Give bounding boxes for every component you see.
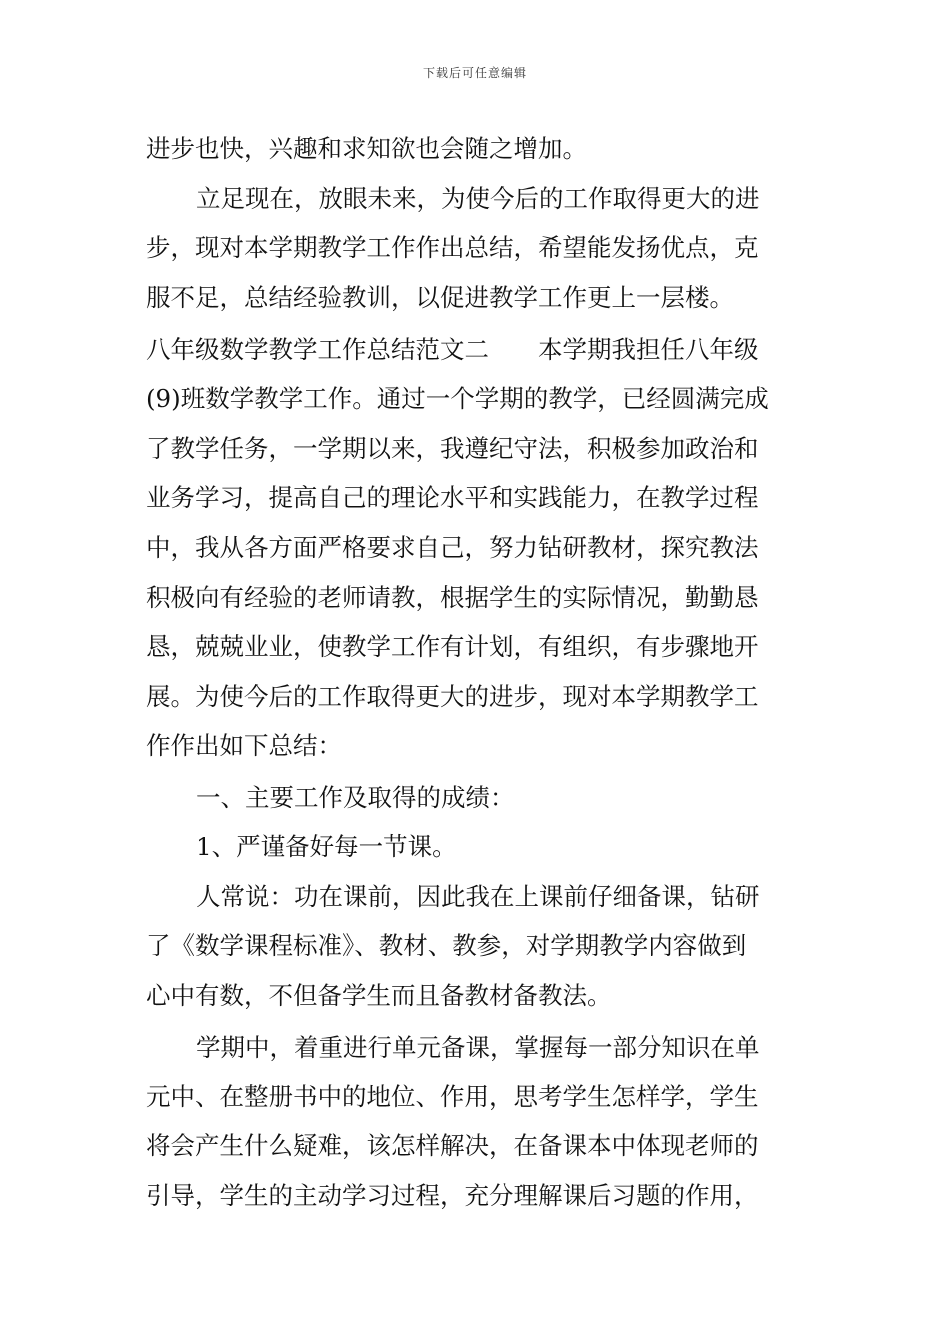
text-line: 步，现对本学期教学工作作出总结，希望能发扬优点，克 <box>146 233 759 262</box>
text-line: 了《数学课程标准》、教材、教参，对学期教学内容做到 <box>146 931 747 960</box>
text-line: 八年级数学教学工作总结范文二 本学期我担任八年级 <box>146 335 759 364</box>
page-header: 下载后可任意编辑 <box>422 66 527 80</box>
text-line: 作作出如下总结： <box>146 731 342 760</box>
text-line: 进步也快，兴趣和求知欲也会随之增加。 <box>146 134 587 163</box>
text-line: 了教学任务，一学期以来，我遵纪守法，积极参加政治和 <box>146 434 759 463</box>
text-line: 积极向有经验的老师请教，根据学生的实际情况，勤勤恳 <box>146 583 759 612</box>
text-line: 人常说：功在课前，因此我在上课前仔细备课，钻研 <box>196 882 760 911</box>
text-line: 元中、在整册书中的地位、作用，思考学生怎样学，学生 <box>146 1082 759 1111</box>
text-line: 将会产生什么疑难，该怎样解决，在备课本中体现老师的 <box>146 1131 759 1160</box>
text-line: 立足现在，放眼未来，为使今后的工作取得更大的进 <box>196 184 760 213</box>
text-line: 服不足，总结经验教训，以促进教学工作更上一层楼。 <box>146 283 734 312</box>
text-line: 1、严谨备好每一节课。 <box>196 832 457 861</box>
text-line: 引导，学生的主动学习过程，充分理解课后习题的作用， <box>146 1181 759 1210</box>
text-line: 业务学习，提高自己的理论水平和实践能力，在教学过程 <box>146 483 759 512</box>
text-line: 学期中，着重进行单元备课，掌握每一部分知识在单 <box>196 1033 760 1062</box>
text-line: 一、主要工作及取得的成绩： <box>196 783 515 812</box>
text-line: 展。为使今后的工作取得更大的进步，现对本学期教学工 <box>146 682 759 711</box>
text-line: 中，我从各方面严格要求自己，努力钻研教材，探究教法 <box>146 533 759 562</box>
text-line: 恳，兢兢业业，使教学工作有计划，有组织，有步骤地开 <box>146 632 759 661</box>
text-line: 心中有数，不但备学生而且备教材备教法。 <box>146 981 612 1010</box>
text-line: (9)班数学教学工作。通过一个学期的教学，已经圆满完成 <box>146 384 769 413</box>
